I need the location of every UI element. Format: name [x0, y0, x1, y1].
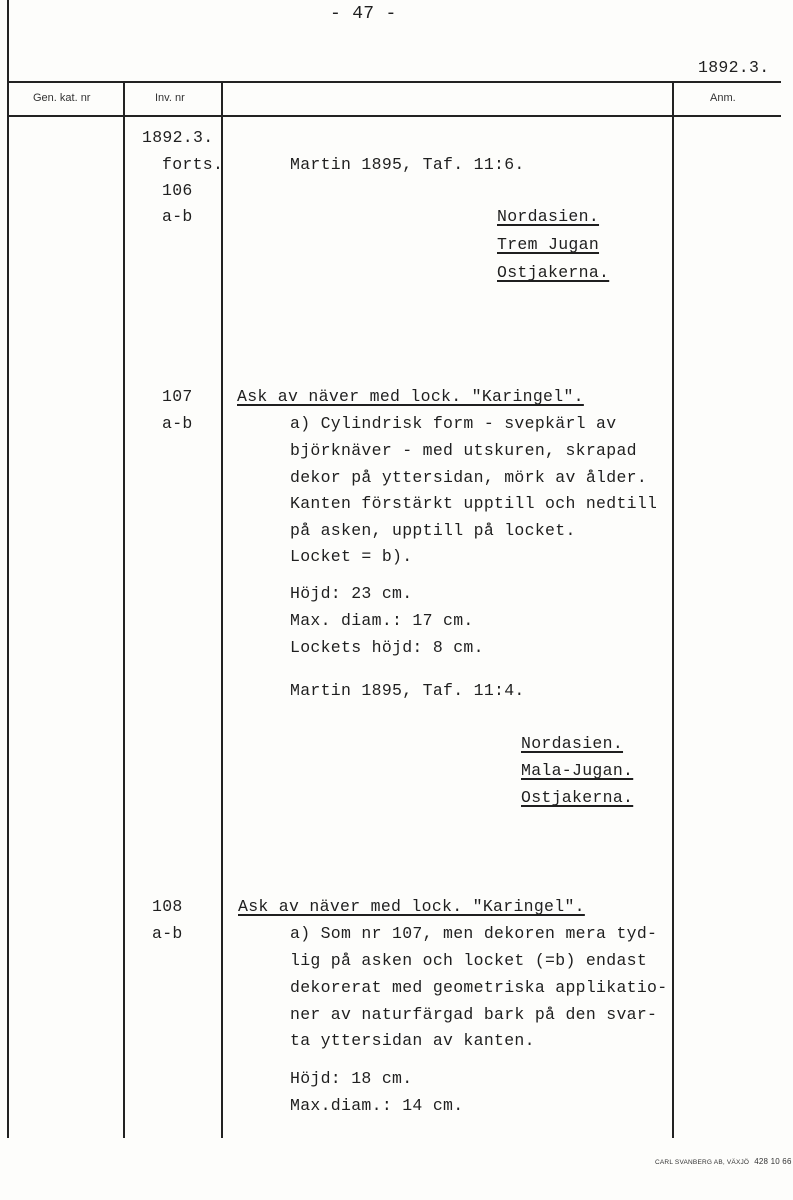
origin-line: Mala-Jugan. — [521, 761, 634, 780]
left-margin-line — [7, 0, 9, 1138]
description-line: dekorerat med geometriska applikatio- — [290, 978, 668, 997]
literature-reference: Martin 1895, Taf. 11:4. — [290, 681, 525, 700]
inv-number-line: forts. — [162, 155, 224, 174]
column-divider-3 — [672, 81, 674, 1138]
entry-title: Ask av näver med lock. "Karingel". — [238, 897, 585, 916]
origin-line: Ostjakerna. — [497, 263, 610, 282]
inv-number-line: 106 — [162, 181, 193, 200]
literature-reference: Martin 1895, Taf. 11:6. — [290, 155, 525, 174]
measurement-line: Lockets höjd: 8 cm. — [290, 638, 484, 657]
printer-name: CARL SVANBERG AB, VÄXJÖ — [655, 1159, 750, 1166]
description-line: Locket = b). — [290, 547, 413, 566]
origin-line: Nordasien. — [521, 734, 624, 753]
inv-number-line: a-b — [162, 414, 193, 433]
measurement-line: Höjd: 18 cm. — [290, 1069, 413, 1088]
origin-line: Ostjakerna. — [521, 788, 634, 807]
measurement-line: Höjd: 23 cm. — [290, 584, 413, 603]
entry-title: Ask av näver med lock. "Karingel". — [237, 387, 584, 406]
column-header-anm: Anm. — [710, 92, 736, 104]
register-reference: 1892.3. — [698, 58, 770, 77]
inv-number-line: a-b — [162, 207, 193, 226]
description-line: lig på asken och locket (=b) endast — [290, 951, 648, 970]
description-line: Kanten förstärkt upptill och nedtill — [290, 494, 658, 513]
description-line: a) Cylindrisk form - svepkärl av — [290, 414, 617, 433]
description-line: ta yttersidan av kanten. — [290, 1031, 535, 1050]
description-line: ner av naturfärgad bark på den svar- — [290, 1005, 658, 1024]
measurement-line: Max.diam.: 14 cm. — [290, 1096, 464, 1115]
column-divider-1 — [123, 81, 125, 1138]
page-number: - 47 - — [330, 4, 397, 24]
printer-imprint — [655, 1157, 792, 1166]
description-line: på asken, upptill på locket. — [290, 521, 576, 540]
inv-number-line: 1892.3. — [142, 128, 214, 147]
origin-line: Trem Jugan — [497, 235, 600, 254]
column-divider-2 — [221, 81, 223, 1138]
description-line: dekor på yttersidan, mörk av ålder. — [290, 468, 648, 487]
column-header-inv-nr: Inv. nr — [155, 92, 185, 104]
inv-number-line: 108 — [152, 897, 183, 916]
form-code: 428 10 66 — [754, 1157, 792, 1166]
origin-line: Nordasien. — [497, 207, 600, 226]
description-line: a) Som nr 107, men dekoren mera tyd- — [290, 924, 658, 943]
measurement-line: Max. diam.: 17 cm. — [290, 611, 474, 630]
inv-number-line: 107 — [162, 387, 193, 406]
inv-number-line: a-b — [152, 924, 183, 943]
description-line: björknäver - med utskuren, skrapad — [290, 441, 637, 460]
column-header-gen-kat-nr: Gen. kat. nr — [33, 92, 91, 104]
